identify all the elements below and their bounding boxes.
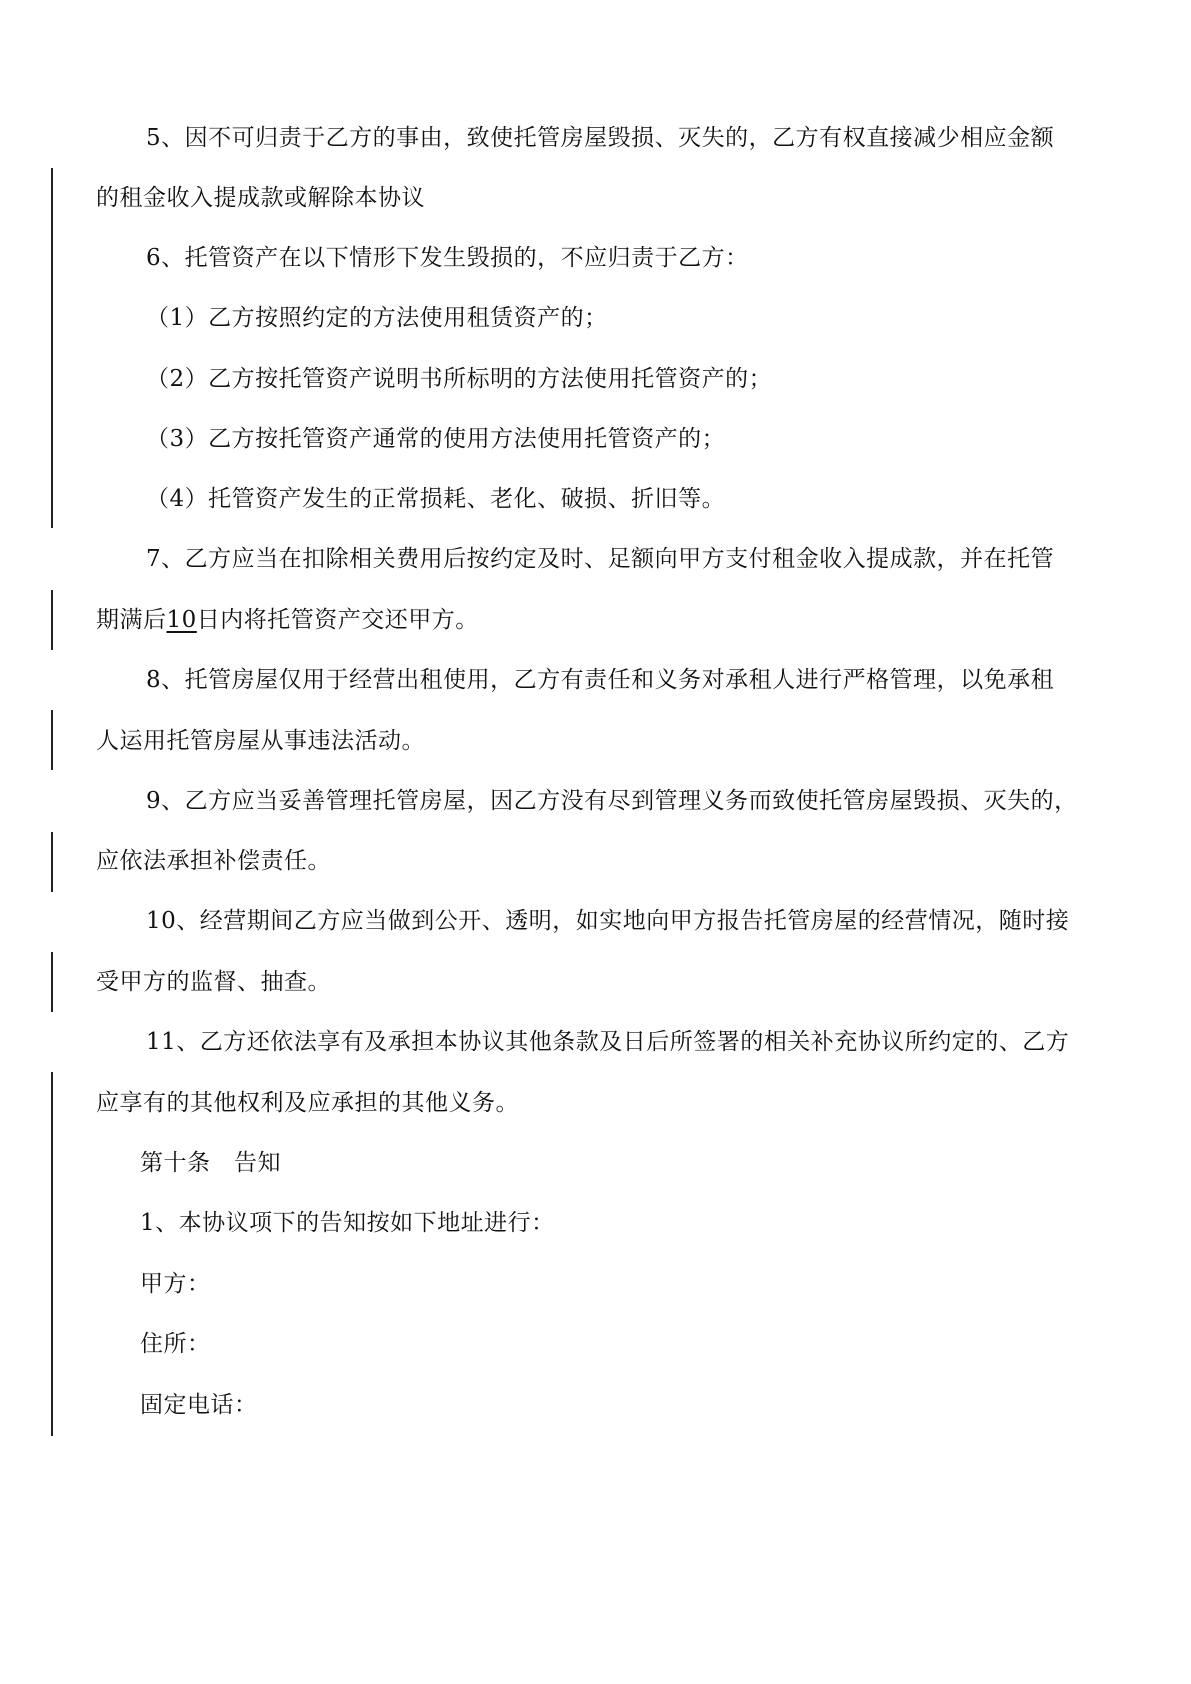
item-10-line-2: 受甲方的监督、抽查。 xyxy=(96,969,331,995)
item-6-sub-4: （4）托管资产发生的正常损耗、老化、破损、折旧等。 xyxy=(146,486,726,512)
article-10-heading: 第十条 告知 xyxy=(140,1150,281,1176)
item-8-line-2: 人运用托管房屋从事违法活动。 xyxy=(96,728,425,754)
item-6: 6、托管资产在以下情形下发生毁损的，不应归责于乙方： xyxy=(146,245,749,271)
revision-bar-3 xyxy=(51,710,53,770)
address-label: 住所： xyxy=(140,1331,211,1357)
item-7-days: 10 xyxy=(166,607,197,633)
item-6-sub-3: （3）乙方按托管资产通常的使用方法使用托管资产的； xyxy=(146,426,726,452)
item-6-sub-2: （2）乙方按托管资产说明书所标明的方法使用托管资产的； xyxy=(146,366,773,392)
revision-bar-6 xyxy=(51,1072,53,1436)
article-10-item-1: 1、本协议项下的告知按如下地址进行： xyxy=(140,1210,555,1236)
item-5-line-2: 的租金收入提成款或解除本协议 xyxy=(96,185,425,211)
item-10-line-1: 10、经营期间乙方应当做到公开、透明，如实地向甲方报告托管房屋的经营情况，随时接 xyxy=(146,908,1070,934)
party-a-label: 甲方： xyxy=(140,1271,211,1297)
item-7-line-1: 7、乙方应当在扣除相关费用后按约定及时、足额向甲方支付租金收入提成款，并在托管 xyxy=(146,546,1055,572)
revision-bar-4 xyxy=(51,832,53,892)
item-7-line-2 xyxy=(96,605,479,635)
item-7-suffix: 日内将托管资产交还甲方。 xyxy=(196,607,479,633)
revision-bar-5 xyxy=(51,952,53,1012)
revision-bar-1 xyxy=(51,168,53,528)
phone-label: 固定电话： xyxy=(140,1392,258,1418)
item-8-line-1: 8、托管房屋仅用于经营出租使用，乙方有责任和义务对承租人进行严格管理，以免承租 xyxy=(146,667,1055,693)
item-5-line-1: 5、因不可归责于乙方的事由，致使托管房屋毁损、灭失的，乙方有权直接减少相应金额 xyxy=(146,125,1055,151)
item-9-line-2: 应依法承担补偿责任。 xyxy=(96,848,331,874)
item-6-sub-1: （1）乙方按照约定的方法使用租赁资产的； xyxy=(146,305,608,331)
item-7-prefix: 期满后 xyxy=(96,607,167,633)
item-11-line-2: 应享有的其他权利及应承担的其他义务。 xyxy=(96,1090,519,1116)
item-9-line-1: 9、乙方应当妥善管理托管房屋，因乙方没有尽到管理义务而致使托管房屋毁损、灭失的， xyxy=(146,788,1078,814)
revision-bar-2 xyxy=(51,590,53,650)
item-11-line-1: 11、乙方还依法享有及承担本协议其他条款及日后所签署的相关补充协议所约定的、乙方 xyxy=(146,1029,1070,1055)
